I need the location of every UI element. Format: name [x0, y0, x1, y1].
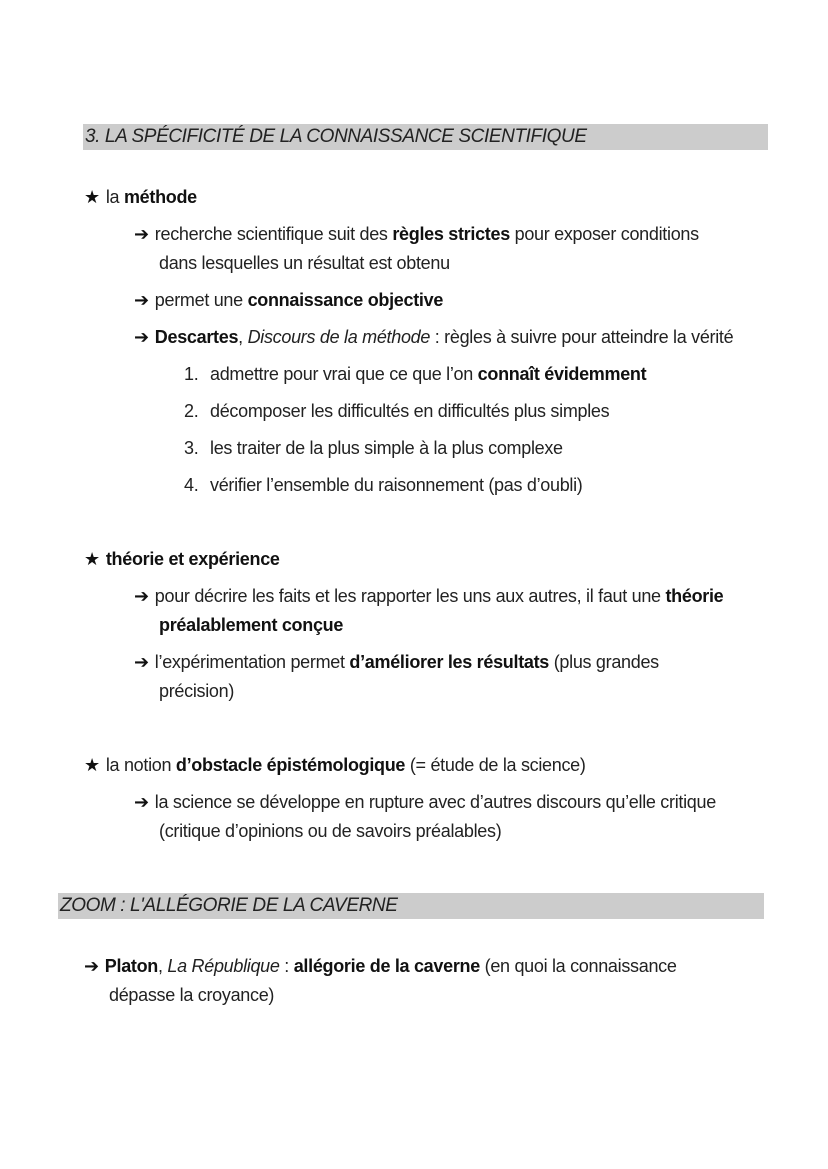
arrow-icon: ➔ [84, 956, 99, 976]
obstacle-bullet-1: ➔ la science se développe en rupture avec d’autres discours qu’elle critique [134, 792, 716, 812]
methode-bullet-2: ➔ permet une connaissance objective [134, 290, 444, 310]
theorie-title: ★ théorie et expérience [84, 549, 280, 569]
arrow-icon: ➔ [134, 792, 149, 812]
list-item: 2. décomposer les difficultés en difficultés plus simples [184, 401, 610, 421]
zoom-heading: ZOOM : L'ALLÉGORIE DE LA CAVERNE [58, 893, 764, 919]
obstacle-bullet-1-cont: (critique d’opinions ou de savoirs préalables) [159, 821, 502, 841]
arrow-icon: ➔ [134, 586, 149, 606]
zoom-bullet-1: ➔ Platon, La République : allégorie de la caverne (en quoi la connaissance [84, 956, 677, 976]
methode-bullet-1: ➔ recherche scientifique suit des règles strictes pour exposer conditions [134, 224, 699, 244]
arrow-icon: ➔ [134, 290, 149, 310]
star-icon: ★ [84, 755, 100, 775]
star-icon: ★ [84, 187, 100, 207]
theorie-bullet-2-cont: précision) [159, 681, 235, 701]
zoom-bullet-1-cont: dépasse la croyance) [109, 985, 275, 1005]
arrow-icon: ➔ [134, 652, 149, 672]
methode-title: ★ la méthode [84, 187, 197, 207]
section-3-heading: 3. LA SPÉCIFICITÉ DE LA CONNAISSANCE SCIENTIFIQUE [83, 124, 768, 150]
list-item: 4. vérifier l’ensemble du raisonnement (pas d’oubli) [184, 475, 583, 495]
star-icon: ★ [84, 549, 100, 569]
theorie-bullet-2: ➔ l’expérimentation permet d’améliorer les résultats (plus grandes [134, 652, 659, 672]
methode-bullet-1-cont: dans lesquelles un résultat est obtenu [159, 253, 450, 273]
list-item: 1. admettre pour vrai que ce que l’on connaît évidemment [184, 364, 647, 384]
list-item: 3. les traiter de la plus simple à la plus complexe [184, 438, 563, 458]
arrow-icon: ➔ [134, 224, 149, 244]
methode-bullet-3: ➔ Descartes, Discours de la méthode : règles à suivre pour atteindre la vérité [134, 327, 734, 347]
theorie-bullet-1-cont: préalablement conçue [159, 615, 344, 635]
arrow-icon: ➔ [134, 327, 149, 347]
obstacle-title: ★ la notion d’obstacle épistémologique (= étude de la science) [84, 755, 586, 775]
theorie-bullet-1: ➔ pour décrire les faits et les rapporter les uns aux autres, il faut une théorie [134, 586, 724, 606]
